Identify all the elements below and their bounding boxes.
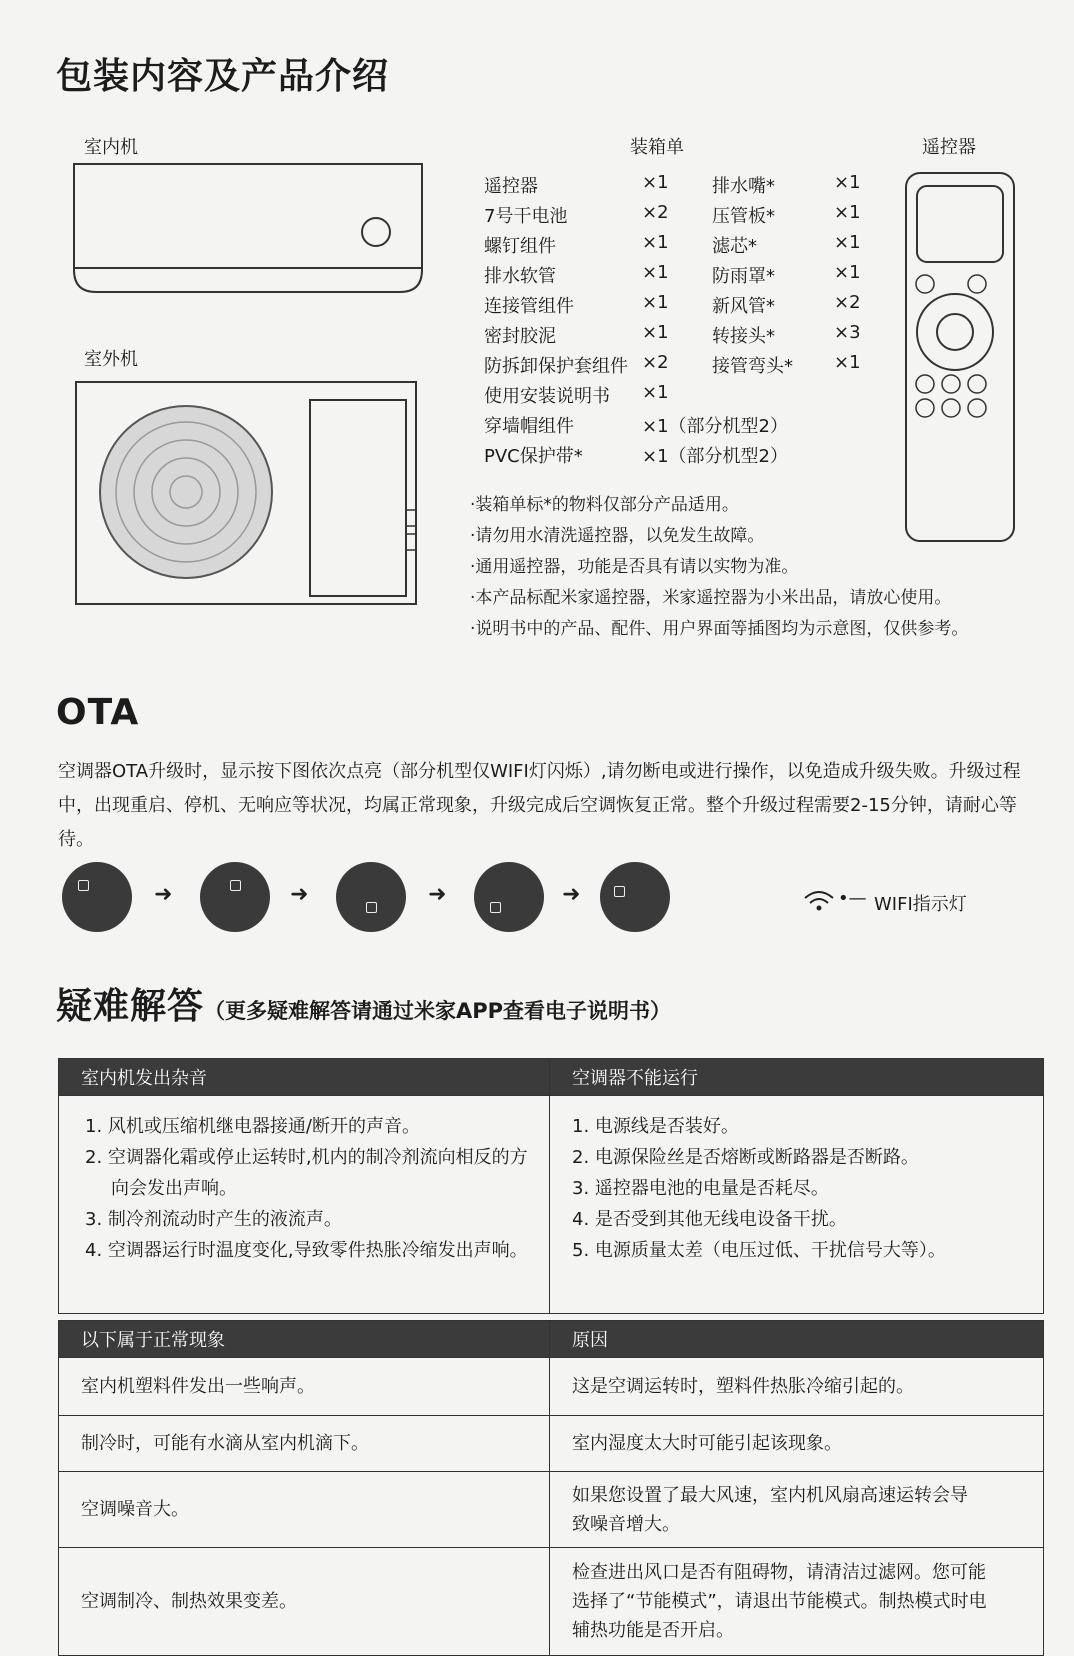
table-cell: 室内机塑料件发出一些响声。 <box>59 1358 550 1416</box>
faq-table-noise <box>58 1058 1044 1314</box>
arrow-right-icon: ➜ <box>562 882 581 907</box>
faq-table-normal <box>58 1320 1044 1656</box>
section-title-faq: 疑难解答（更多疑难解答请通过米家APP查看电子说明书） <box>56 986 672 1027</box>
indoor-unit-illustration <box>70 160 430 300</box>
arrow-right-icon: ➜ <box>428 882 447 907</box>
list-item: 防拆卸保护套组件 ×2 接管弯头* ×1 <box>484 352 861 377</box>
note-item: ·装箱单标*的物料仅部分产品适用。 <box>470 495 739 515</box>
list-item: 遥控器 ×1 排水嘴* ×1 <box>484 172 861 197</box>
table-cell: 检查进出风口是否有阻碍物，请清洁过滤网。您可能选择了“节能模式”，请退出节能模式。制热模式时电辅热功能是否开启。 <box>550 1548 1044 1656</box>
table-cell: 空调制冷、制热效果变差。 <box>59 1548 550 1656</box>
table-row <box>59 1472 1044 1548</box>
remote-illustration <box>905 172 1017 544</box>
arrow-right-icon: ➜ <box>154 882 173 907</box>
list-item: 3. 遥控器电池的电量是否耗尽。 <box>572 1178 829 1199</box>
note-item: ·说明书中的产品、配件、用户界面等插图均为示意图，仅供参考。 <box>470 619 969 639</box>
list-item: 连接管组件 ×1 新风管* ×2 <box>484 292 861 317</box>
wifi-icon <box>802 888 836 912</box>
note-item: ·本产品标配米家遥控器，米家遥控器为小米出品，请放心使用。 <box>470 588 952 608</box>
note-item: ·通用遥控器，功能是否具有请以实物为准。 <box>470 557 799 577</box>
list-item: 4. 是否受到其他无线电设备干扰。 <box>572 1209 847 1230</box>
table-cell: 如果您设置了最大风速，室内机风扇高速运转会导致噪音增大。 <box>550 1472 1044 1548</box>
table-header: 原因 <box>550 1321 1044 1358</box>
table-cell: 空调噪音大。 <box>59 1472 550 1548</box>
ota-step-light-2 <box>200 862 270 932</box>
ota-paragraph: 空调器OTA升级时，显示按下图依次点亮（部分机型仅WIFI灯闪烁）,请勿断电或进行操作，以免造成升级失败。升级过程中，出现重启、停机、无响应等状况，均属正常现象，升级完成后空调恢复正常。整个升级过程需要2-15分钟，请耐心等待。 <box>58 761 1021 850</box>
remote-label: 遥控器 <box>922 137 976 158</box>
wifi-indicator-pointer: •— <box>838 888 867 909</box>
arrow-right-icon: ➜ <box>290 882 309 907</box>
table-row <box>59 1548 1044 1656</box>
ota-step-light-1 <box>62 862 132 932</box>
table-row <box>59 1358 1044 1416</box>
table-cell: 室内湿度太大时可能引起该现象。 <box>550 1416 1044 1472</box>
table-header: 室内机发出杂音 <box>59 1059 550 1096</box>
outdoor-unit-label: 室外机 <box>84 349 138 370</box>
table-cell: 制冷时，可能有水滴从室内机滴下。 <box>59 1416 550 1472</box>
table-cell <box>59 1096 550 1314</box>
list-item: 排水软管 ×1 防雨罩* ×1 <box>484 262 861 287</box>
list-item: 5. 电源质量太差（电压过低、干扰信号大等）。 <box>572 1240 946 1261</box>
table-header: 空调器不能运行 <box>550 1059 1044 1096</box>
list-item: 螺钉组件 ×1 滤芯* ×1 <box>484 232 861 257</box>
wifi-indicator-label: WIFI指示灯 <box>874 894 967 915</box>
ota-step-light-5 <box>600 862 670 932</box>
list-item: 使用安装说明书 ×1 <box>484 382 669 407</box>
packing-notes <box>470 490 968 645</box>
section-title-package: 包装内容及产品介绍 <box>56 56 390 97</box>
outdoor-unit-illustration <box>74 380 434 612</box>
list-item: 1. 电源线是否装好。 <box>572 1116 739 1137</box>
note-item: ·请勿用水清洗遥控器，以免发生故障。 <box>470 526 765 546</box>
table-cell: 这是空调运转时，塑料件热胀冷缩引起的。 <box>550 1358 1044 1416</box>
ota-step-light-3 <box>336 862 406 932</box>
section-title-ota: OTA <box>56 692 140 733</box>
list-item: 3. 制冷剂流动时产生的液流声。 <box>85 1209 342 1230</box>
packing-list-label: 装箱单 <box>630 137 684 158</box>
table-header: 以下属于正常现象 <box>59 1321 550 1358</box>
indoor-unit-label: 室内机 <box>84 137 138 158</box>
table-cell <box>550 1096 1044 1314</box>
table-row <box>59 1416 1044 1472</box>
list-item: 7号干电池 ×2 压管板* ×1 <box>484 202 861 227</box>
list-item: PVC保护带* ×1（部分机型2） <box>484 446 788 467</box>
list-item: 穿墙帽组件 ×1（部分机型2） <box>484 416 788 437</box>
list-item: 密封胶泥 ×1 转接头* ×3 <box>484 322 861 347</box>
list-item: 2. 电源保险丝是否熔断或断路器是否断路。 <box>572 1147 919 1168</box>
list-item: 2. 空调器化霜或停止运转时,机内的制冷剂流向相反的方向会发出声响。 <box>85 1147 528 1199</box>
list-item: 4. 空调器运行时温度变化,导致零件热胀冷缩发出声响。 <box>85 1240 528 1261</box>
list-item: 1. 风机或压缩机继电器接通/断开的声音。 <box>85 1116 420 1137</box>
ota-step-light-4 <box>474 862 544 932</box>
